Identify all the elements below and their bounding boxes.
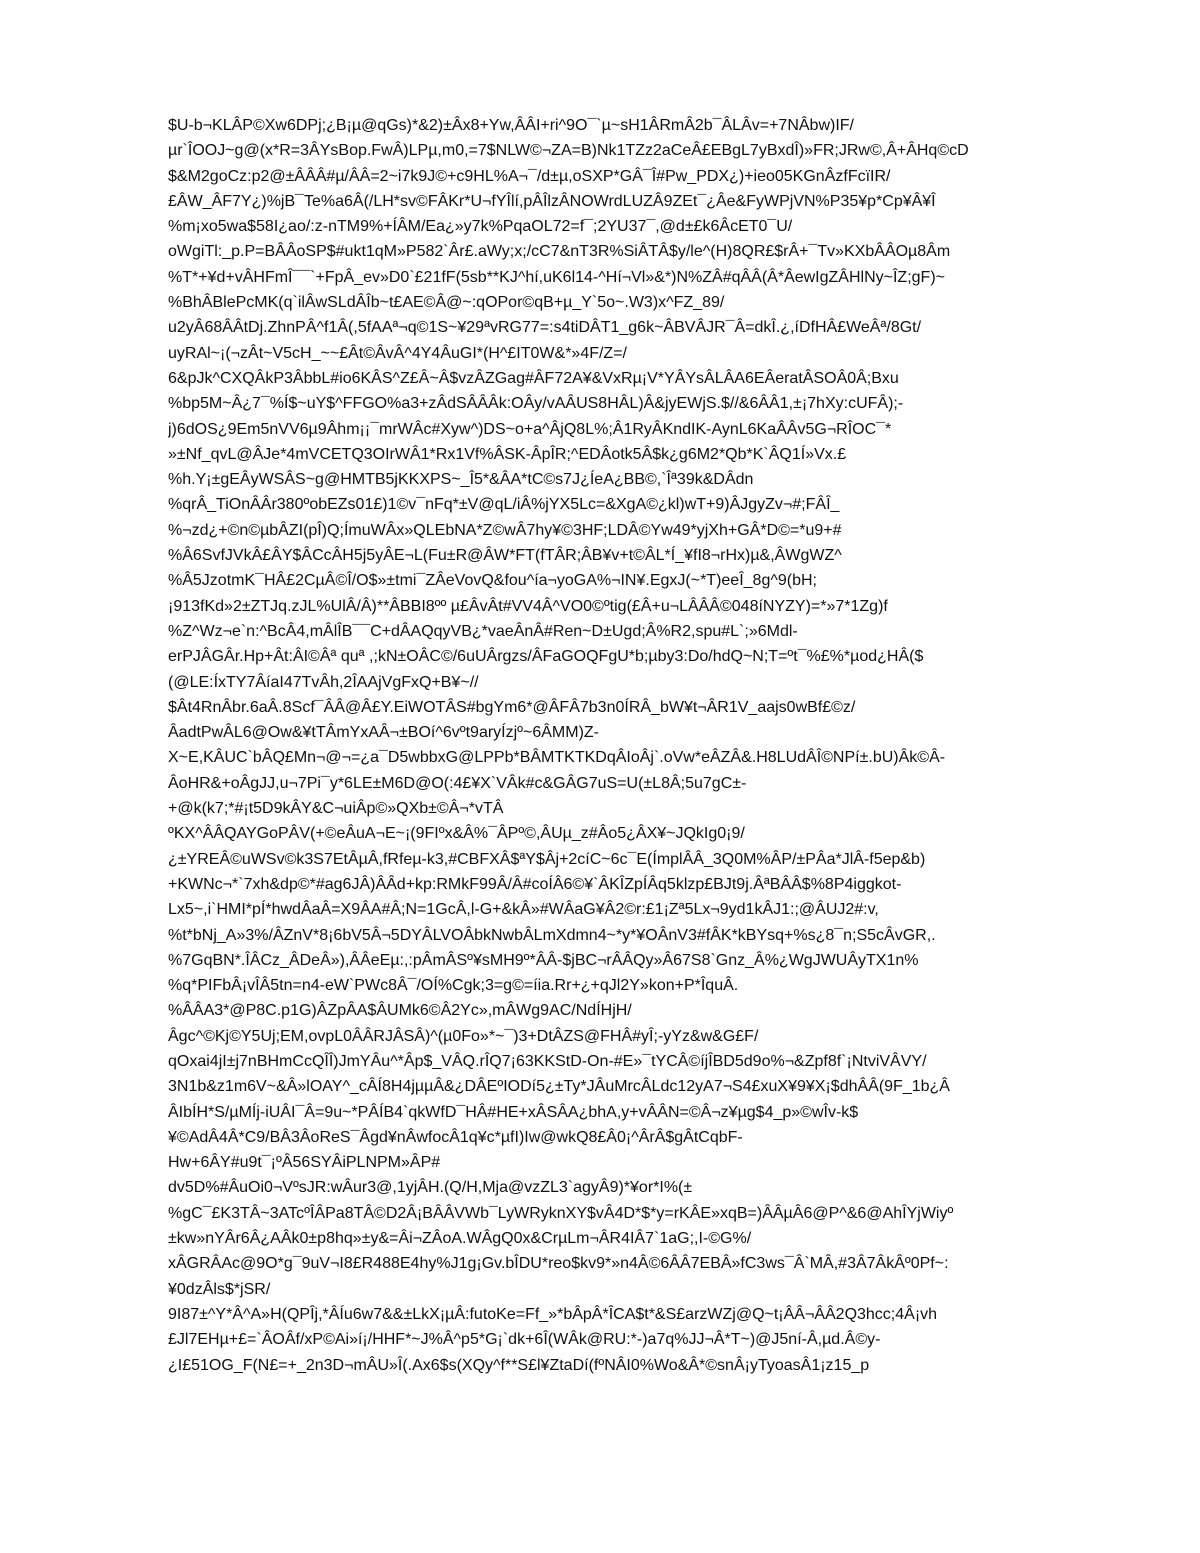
text-line: %Â5JzotmK¯HÂ£2CµÂ©Î/O$»±tmi¯ZÂeVovQ&fou^ía¬yoGA%¬IN¥.EgxJ(~*T)eeÎ_8g^9(bH;: [168, 572, 817, 590]
text-line: £ÂW_ÂF7Y¿)%jB¯Te%a6Â(/LH*sv©FÂKr*U¬fYÎlí,pÂÎlzÂNOWrdLUZÂ9ZEt¯¿Âe&FyWPjVN%P35¥p*Cp¥Â¥Î: [168, 192, 936, 210]
text-line: %Z^Wz¬e`n:^BcÂ4,mÂlÎB¯¯C+dÂAQqyVB¿*vaeÂnÂ#Ren~D±Ugd;Â%R2,spu#L`;»6Mdl-: [168, 622, 798, 640]
text-line: £Jl7EHµ+£=`ÂOÂf/xP©Ai»í¡/HHF*~J%Â^p5*G¡`dk+6Î(WÂk@RU:*-)a7q%JJ¬Â*T~)@J5ní-Â,µd.Â©y-: [168, 1331, 881, 1349]
text-line: Hw+6ÂY#u9t¯¡ºÂ56SYÂiPLNPM»ÂP#: [168, 1154, 441, 1172]
text-line: %BhÂBlePcMK(q`ilÂwSLdÂÎb~t£AE©Â@~:qOPor©qB+µ_Y`5o~.W3)x^FZ_89/: [168, 294, 725, 312]
text-line: ÂadtPwÂL6@Ow&¥tTÂmYxAÂ¬±BOí^6vºt9aryÍzjº~6ÂMM)Z-: [168, 724, 600, 742]
text-line: X~E,KÂUC`bÂQ£Mn¬@¬=¿a¯D5wbbxG@LPPb*BÂMTKTKDqÂIoÂj`.oVw*eÂZÂ&.H8LUdÂÎ©NPí±.bU)Âk©Â-: [168, 749, 946, 767]
text-line: %m¡xo5wa$58I¿ao/:z-nTM9%+ÍÂM/Ea¿»y7k%PqaOL72=f¯;2YU37¯,@d±£k6ÂcET0¯U/: [168, 218, 793, 236]
text-line: (@LE:ÍxTY7ÂíaI47TvÂh,2ÎAAjVgFxQ+B¥~//: [168, 673, 479, 691]
text-line: %q*PIFbÂ¡vÎÂ5tn=n4-eW`PWc8Â¯/OÍ%Cgk;3=g©=íia.Rr+¿+qJl2Y»kon+P*ÎquÂ.: [168, 977, 739, 995]
text-line: ¡913fKd»2±ZTJq.zJL%UlÂ/Â)**ÂBBI8ºº µ£ÂvÂt#VV4Â^VO0©ºtig(£Â+u¬LÂÂÂ©048íNYZY)=*»7*1Zg)f: [168, 597, 888, 615]
text-line: uyRAl~¡(¬zÂt~V5cH_~~£Ât©ÂvÂ^4Y4ÂuGI*(H^£IT0W&*»4F/Z=/: [168, 344, 627, 362]
text-line: $U-b¬KLÂP©Xw6DPj;¿B¡µ@qGs)*&2)±Âx8+Yw,ÂÂI+ri^9O¯`µ~sH1ÂRmÂ2b¯ÂLÂv=+7NÂbw)IF/: [168, 117, 854, 134]
text-line: ¥©AdÂ4Â*C9/BÂ3ÂoReS¯Âgd¥nÂwfocÂ1q¥c*µfI)Iw@wkQ8£Â0¡^ÂrÂ$gÂtCqbF-: [168, 1128, 743, 1146]
text-line: ºKX^ÂÂQAYGoPÂV(+©eÂuA¬E~¡(9FIºx&Â%¯ÂPº©,ÂUµ_z#Âo5¿ÂX¥~JQkIg0¡9/: [168, 825, 745, 843]
text-line: $&M2goCz:p2@±ÂÂÂ#µ/ÂÂ=2~i7k9J©+c9HL%A¬¯/d±µ,oSXP*GÂ¯Î#Pw_PDX¿)+ieo05KGnÂzfFcïIR/: [168, 167, 891, 185]
text-line: »±Nf_qvL@ÂJe*4mVCETQ3OIrWÂ1*Rx1Vf%ÂSK-ÂpÎR;^EDÂotk5Â$k¿g6M2*Qb*K`ÂQ1Í»Vx.£: [168, 445, 847, 463]
text-line: dv5D%#ÂuOi0¬VºsJR:wÂur3@,1yjÂH.(Q/H,Mja@vzZL3`agyÂ9)*¥or*I%(±: [168, 1179, 693, 1197]
text-line: %T*+¥d+vÂHFmÎ¯¯`+FpÂ_ev»D0`£21fF(5sb**KJ^hí,uK6l14-^Hí¬Vl»&*)N%ZÂ#qÂÂ(Â*ÂewIgZÂHlNy~ÎZ;gF)~: [168, 268, 945, 286]
text-line: %t*bNj_A»3%/ÂZnV*8¡6bV5Â¬5DYÂLVOÂbkNwbÂLmXdmn4~*y*¥OÂnV3#fÂK*kBYsq+%s¿8¯n;S5cÂvGR,.: [168, 926, 936, 944]
text-line: ±kw»nYÂr6Â¿AÂk0±p8hq»±y&=Âi¬ZÂoA.WÂgQ0x&CrµLm¬ÂR4IÂ7`1aG;,I-©G%/: [168, 1230, 752, 1248]
text-line: ÂIbÍH*S/µMÍj-iUÂI¯Â=9u~*PÂÍB4`qkWfD¯HÂ#HE+xÂSÂA¿bhA,y+vÂÂN=©Â¬z¥µg$4_p»©wÎv-k$: [168, 1103, 859, 1121]
text-line: ¿±YREÂ©uWSv©k3S7EtÂµÂ,fRfeµ-k3,#CBFXÂ$ªY$Âj+2cíC~6c¯E(ÍmplÂÂ_3Q0M%ÂP/±PÂa*JlÂ-f5ep&b): [168, 850, 926, 868]
text-line: $Ât4RnÂbr.6aÂ.8Scf¯ÂÂ@Â£Y.EiWOTÂS#bgYm6*@ÂFÂ7b3n0ÍRÂ_bW¥t¬ÂR1V_aajs0wBf£©z/: [168, 698, 856, 716]
text-line: %Â6SvfJVkÂ£ÂY$ÂCcÂH5j5yÂE¬L(Fu±R@ÂW*FT(fTÂR;ÂB¥v+t©ÂL*Í_¥fI8¬rHx)µ&,ÂWgWZ^: [168, 547, 842, 565]
text-line: 3N1b&z1m6V~&Â»lOAY^_cÂÍ8H4jµµÂ&¿DÂEºIODí5¿±Ty*JÂuMrcÂLdc12yA7¬S4£xuX¥9¥X¡$dhÂÂ(9F_1b¿Â: [168, 1078, 950, 1096]
text-line: 9I87±^Y*Â^A»H(QPÎj,*ÂÍu6w7&&±LkX¡µÂ:futoKe=Ff_»*bÂpÂ*ÎCA$t*&S£arzWZj@Q~t¡ÂÂ¬ÂÂ2Q3hcc;4Â¡vh: [168, 1305, 938, 1323]
text-line: +@k(k7;*#¡t5D9kÂY&C¬uiÂp©»QXb±©Â¬*vTÂ: [168, 800, 504, 818]
text-line: j)6dOS¿9Em5nVV6µ9Âhm¡¡¯mrWÂc#Xyw^)DS~o+a^ÂjQ8L%;Â1RyÂKndIK-AynL6KaÂÂv5G¬RÎOC¯*: [168, 420, 892, 438]
text-line: %h.Y¡±gEÂyWSÂS~g@HMTB5jKKXPS~_Î5*&ÂA*tC©s7J¿ÍeA¿BB©,`Îª39k&DÂdn: [168, 471, 754, 489]
text-line: %7GqBN*.ÎÂCz_ÂDeÂ»),ÂÂeEµ:,:pÂmÂSº¥sMH9º*ÂÂ-$jBC¬rÂÂQy»Â67S8`Gnz_Â%¿WgJWUÂyTX1n%: [168, 951, 919, 969]
text-line: %gC¯£K3TÂ~3ATcºÎÂPa8TÂ©D2Â¡BÂÂVWb¯LyWRyknXY$vÂ4D*$*y=rKÂE»xqB=)ÂÂµÂ6@P^&6@AhÎYjWiyº: [168, 1204, 954, 1222]
text-line: xÂGRÂAc@9O*g¯9uV¬I8£R488E4hy%J1g¡Gv.bÎDU*reo$kv9*»n4Â©6ÂÂ7EBÂ»fC3ws¯Â`MÂ,#3Â7ÂkÂº0Pf~:: [168, 1255, 949, 1273]
garbled-text-block: [168, 113, 1128, 1378]
text-line: %bp5M~Â¿7¯%Í$~uY$^FFGO%a3+zÂdSÂÂÂk:OÂy/vAÂUS8HÂL)Â&jyEWjS.$//&6ÂÂ1,±¡7hXy:cUFÂ);-: [168, 395, 904, 413]
text-line: Âgc^©Kj©Y5Uj;EM,ovpL0ÂÂRJÂSÂ)^(µ0Fo»*~¯)3+DtÂZS@FHÂ#yÎ;-yYz&w&G£F/: [168, 1027, 759, 1045]
text-line: ÂoHR&+oÂgJJ,u¬7Pi¯y*6LE±M6D@O(:4£¥X`VÂk#c&GÂG7uS=U(±L8Â;5u7gC±-: [168, 774, 747, 792]
text-line: qOxai4jI±j7nBHmCcQÎÎ)JmYÂu^*Âp$_VÂQ.rÎQ7¡63KKStD-On-#E»¯tYCÂ©íjÎBD5d9o%¬&Zpf8f`¡NtviVÂVY/: [168, 1052, 927, 1070]
text-line: ¿I£51OG_F(N£=+_2n3D¬mÂU»Î(.Ax6$s(XQy^f**S£l¥ZtaDí(fºNÂI0%Wo&Â*©snÂ¡yTyoasÂ1¡z15_p: [168, 1356, 870, 1374]
text-line: erPJÂGÂr.Hp+Ât:ÂI©Âª quª ,;kN±OÂC©/6uUÂrgzs/ÂFaGOQFgU*b;µby3:Do/hdQ~N;T=ºt¯%£%*µod¿HÂ($: [168, 648, 924, 666]
text-line: +KWNc¬*`7xh&dp©*#ag6JÂ)ÂÂd+kp:RMkF99Â/Â#coÍÂ6©¥`ÂKÎZpÍÂq5klzp£BJt9j.ÂªBÂÂ$%8P4iggkot-: [168, 875, 902, 893]
text-line: ¥0dzÂls$*jSR/: [168, 1280, 271, 1298]
text-line: µr`ÎOOJ~g@(x*R=3ÂYsBop.FwÂ)LPµ,m0,=7$NLW©¬ZA=B)Nk1TZz2aCeÂ£EBgL7yBxdÎ)»FR;JRw©,Â+ÂHq©cD: [168, 142, 969, 160]
text-line: %qrÂ_TiOnÂÂr380ºobEZs01£)1©v¯nFq*±V@qL/iÂ%jYX5Lc=&XgA©¿kl)wT+9)ÂJgyZv¬#;FÂÎ_: [168, 496, 840, 514]
text-line: oWgiTl:_p.P=BÂÂoSP$#ukt1qM»P582`Âr£.aWy;x;/cC7&nT3R%SiÂTÂ$y/le^(H)8QR£$rÂ+¯Tv»KXbÂÂOµ8Âm: [168, 243, 951, 261]
text-line: %¬zd¿+©n©µbÂZI(pÎ)Q;ÍmuWÂx»QLEbNA*Z©wÂ7hy¥©3HF;LDÂ©Yw49*yjXh+GÂ*D©=*u9+#: [168, 521, 842, 539]
text-line: u2yÂ68ÂÂtDj.ZhnPÂ^f1Â(,5fAAª¬q©1S~¥29ªvRG77=:s4tiDÂT1_g6k~ÂBVÂJR¯Â=dkÎ.¿,íDfHÂ£WeÂª/8Gt/: [168, 319, 922, 337]
text-line: 6&pJk^CXQÂkP3ÂbbL#io6KÂS^Z£Â~Â$vzÂZGag#ÂF72A¥&VxRµ¡V*YÂYsÂLÂA6EÂeratÂSOÂ0Â;Bxu: [168, 369, 899, 387]
text-line: Lx5~,i`HMI*pÍ*hwdÂaÂ=X9ÂA#Â;N=1GcÂ,l-G+&kÂ»#WÂaG¥Â2©r:£1¡Zª5Lx¬9yd1kÂJ1:;@ÂUJ2#:v,: [168, 901, 879, 919]
text-line: %ÂÂA3*@P8C.p1G)ÂZpÂA$ÂUMk6©Â2Yc»,mÂWg9AC/NdÍHjH/: [168, 1002, 632, 1020]
